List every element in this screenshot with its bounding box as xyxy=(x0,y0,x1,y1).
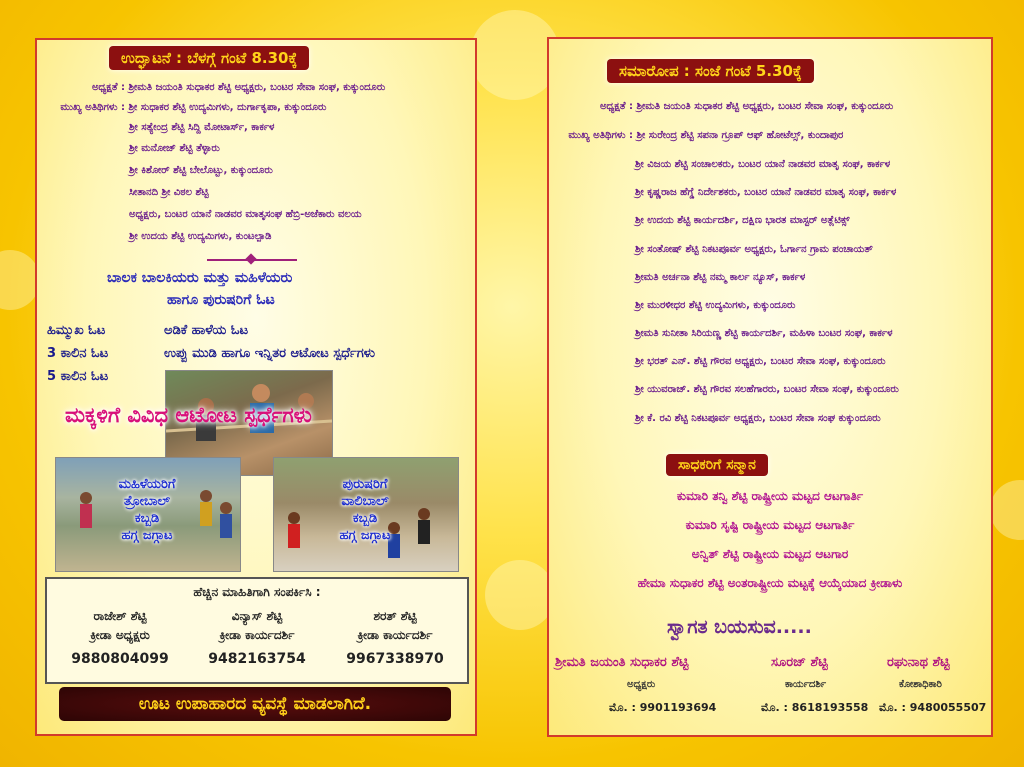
honoree-item: ಅನ್ವಿತ್ ಶೆಟ್ಟಿ ರಾಷ್ಟ್ರೀಯ ಮಟ್ಟದ ಆಟಗಾರ xyxy=(691,547,849,561)
contact-phone[interactable]: 9967338970 xyxy=(346,651,444,667)
men-events xyxy=(305,476,425,544)
contact-name: ವಿನ್ಯಾಸ್ ಶೆಟ್ಟಿ xyxy=(231,609,283,623)
men-event-item: ವಾಲಿಬಾಲ್ xyxy=(341,494,389,509)
guests-row xyxy=(37,102,326,113)
president-label: ಅಧ್ಯಕ್ಷತೆ : xyxy=(599,101,633,112)
contact-title: ಹೆಚ್ಚಿನ ಮಾಹಿತಿಗಾಗಿ ಸಂಪರ್ಕಿಸಿ : xyxy=(193,585,321,599)
women-events-title: ಮಹಿಳೆಯರಿಗೆ xyxy=(118,477,176,492)
honoree-item: ಕುಮಾರಿ ತನ್ವಿ ಶೆಟ್ಟಿ ರಾಷ್ಟ್ರೀಯ ಮಟ್ಟದ ಆಟಗಾರ್ತಿ xyxy=(676,489,864,503)
guest-item: ಶ್ರೀ ಸುರೇಂದ್ರ ಶೆಟ್ಟಿ ಸಪನಾ ಗ್ರೂಪ್ ಆಫ್ ಹೋಟೆಲ್ಸ್, ಕುಂದಾಪುರ xyxy=(636,130,844,141)
guests-label: ಮುಖ್ಯ ಅತಿಥಿಗಳು : xyxy=(60,102,125,113)
race-item: ಹಿಮ್ಮುಖ ಓಟ xyxy=(47,323,106,338)
host-phone[interactable]: ಮೊ. : 9480055507 xyxy=(879,701,987,714)
valedictory-panel xyxy=(547,37,993,737)
host-role: ಕೋಶಾಧಿಕಾರಿ xyxy=(899,679,942,690)
bokeh-decoration xyxy=(990,480,1024,540)
divider-diamond xyxy=(245,253,256,264)
men-events-title: ಪುರುಷರಿಗೆ xyxy=(342,477,388,492)
guest-item: ಶ್ರೀ ಉದಯ ಶೆಟ್ಟಿ ಉದ್ಯಮಿಗಳು, ಕುಂಟಲ್ಪಾಡಿ xyxy=(129,231,272,242)
contact-role: ಕ್ರೀಡಾ ಕಾರ್ಯದರ್ಶಿ xyxy=(357,628,433,642)
race-item: 3 ಕಾಲಿನ ಓಟ xyxy=(47,346,109,361)
host-phone[interactable]: ಮೊ. : 9901193694 xyxy=(609,701,717,714)
contact-role: ಕ್ರೀಡಾ ಕಾರ್ಯದರ್ಶಿ xyxy=(219,628,295,642)
president-text: ಶ್ರೀಮತಿ ಜಯಂತಿ ಸುಧಾಕರ ಶೆಟ್ಟಿ ಅಧ್ಯಕ್ಷರು, ಬಂಟರ ಸೇವಾ ಸಂಘ, ಕುಕ್ಕುಂದೂರು xyxy=(128,82,386,93)
race-item: ಉಪ್ಪು ಮುಡಿ ಹಾಗೂ ಇನ್ನಿತರ ಆಟೋಟ ಸ್ಪರ್ಧೆಗಳು xyxy=(164,346,375,361)
guest-item: ಸೀತಾನದಿ ಶ್ರೀ ವಿಠಲ ಶೆಟ್ಟಿ xyxy=(129,187,209,198)
guest-item: ಶ್ರೀ ಉದಯ ಶೆಟ್ಟಿ ಕಾರ್ಯದರ್ಶಿ, ದಕ್ಷಿಣ ಭಾರತ ಮಾಸ್ಟರ್ ಅತ್ಲೆಟಿಕ್ಸ್ xyxy=(635,215,850,226)
inauguration-header: ಉದ್ಘಾಟನೆ : ಬೆಳಗ್ಗೆ ಗಂಟೆ 8.30ಕ್ಕೆ xyxy=(109,46,309,70)
contact-phone[interactable]: 9482163754 xyxy=(208,651,306,667)
guest-item: ಶ್ರೀ ಕೆ. ರವಿ ಶೆಟ್ಟಿ ನಿಕಟಪೂರ್ವ ಅಧ್ಯಕ್ಷರು, ಬಂಟರ ಸೇವಾ ಸಂಘ ಕುಕ್ಕುಂದೂರು xyxy=(635,413,881,424)
women-events xyxy=(87,476,207,544)
contact-phone[interactable]: 9880804099 xyxy=(71,651,169,667)
honor-header: ಸಾಧಕರಿಗೆ ಸನ್ಮಾನ xyxy=(666,454,768,476)
contact-name: ಶರತ್ ಶೆಟ್ಟಿ xyxy=(373,609,417,623)
honoree-item: ಕುಮಾರಿ ಸೃಷ್ಟಿ ರಾಷ್ಟ್ರೀಯ ಮಟ್ಟದ ಆಟಗಾರ್ತಿ xyxy=(685,518,855,532)
guest-item: ಶ್ರೀ ಸಂತೋಷ್ ಶೆಟ್ಟಿ ನಿಕಟಪೂರ್ವ ಅಧ್ಯಕ್ಷರು, ಓರ್ಗಾನ ಗ್ರಾಮ ಪಂಚಾಯತ್ xyxy=(635,244,873,255)
host-name: ರಘುನಾಥ ಶೆಟ್ಟಿ xyxy=(887,655,950,670)
president-row xyxy=(549,101,893,112)
contact-role: ಕ್ರೀಡಾ ಅಧ್ಯಕ್ಷರು xyxy=(90,628,150,642)
host-name: ಸೂರಜ್ ಶೆಟ್ಟಿ xyxy=(771,655,828,670)
guest-item: ಶ್ರೀ ಭರತ್ ಎನ್. ಶೆಟ್ಟಿ ಗೌರವ ಅಧ್ಯಕ್ಷರು, ಬಂಟರ ಸೇವಾ ಸಂಘ, ಕುಕ್ಕುಂದೂರು xyxy=(635,356,886,367)
women-event-item: ತ್ರೋಬಾಲ್ xyxy=(123,494,171,509)
guests-row xyxy=(549,130,843,141)
men-event-item: ಹಗ್ಗ ಜಗ್ಗಾಟ xyxy=(339,528,391,543)
contact-box xyxy=(45,577,469,684)
guests-label: ಮುಖ್ಯ ಅತಿಥಿಗಳು : xyxy=(568,130,633,141)
women-event-item: ಹಗ್ಗ ಜಗ್ಗಾಟ xyxy=(121,528,173,543)
race-title-line-1: ಬಾಲಕ ಬಾಲಕಿಯರು ಮತ್ತು ಮಹಿಳೆಯರು xyxy=(107,270,293,286)
inauguration-panel xyxy=(35,38,477,736)
race-title-line-2: ಹಾಗೂ ಪುರುಷರಿಗೆ ಓಟ xyxy=(167,292,275,308)
bokeh-decoration xyxy=(485,560,555,630)
women-event-item: ಕಬ್ಬಡಿ xyxy=(134,511,160,526)
guest-item: ಶ್ರೀಮತಿ ಸುನೀತಾ ಸಿರಿಯಣ್ಣ ಶೆಟ್ಟಿ ಕಾರ್ಯದರ್ಶಿ, ಮಹಿಳಾ ಬಂಟರ ಸಂಘ, ಕಾರ್ಕಳ xyxy=(635,328,893,339)
host-name: ಶ್ರೀಮತಿ ಜಯಂತಿ ಸುಧಾಕರ ಶೆಟ್ಟಿ xyxy=(555,655,689,670)
welcome-text: ಸ್ವಾಗತ ಬಯಸುವ..... xyxy=(667,616,812,638)
guest-item: ಶ್ರೀ ಕಿಶೋರ್ ಶೆಟ್ಟಿ ಬೇಲೊಟ್ಟು, ಕುಕ್ಕುಂದೂರು xyxy=(129,165,273,176)
guest-item: ಅಧ್ಯಕ್ಷರು, ಬಂಟರ ಯಾನೆ ನಾಡವರ ಮಾತೃಸಂಘ ಹೆಬ್ರಿ-ಅಜೆಕಾರು ವಲಯ xyxy=(129,209,362,220)
president-row xyxy=(37,82,385,93)
host-role: ಕಾರ್ಯದರ್ಶಿ xyxy=(785,679,827,690)
men-event-item: ಕಬ್ಬಡಿ xyxy=(352,511,378,526)
guest-item: ಶ್ರೀ ಸುಧಾಕರ ಶೆಟ್ಟಿ ಉದ್ಯಮಿಗಳು, ದುರ್ಗಾಕೃಪಾ, ಕುಕ್ಕುಂದೂರು xyxy=(128,102,327,113)
contact-name: ರಾಜೇಶ್ ಶೆಟ್ಟಿ xyxy=(93,609,147,623)
bokeh-decoration xyxy=(0,250,40,310)
guest-item: ಶ್ರೀ ಮನೋಜ್ ಶೆಟ್ಟಿ ತೆಳ್ಳಾರು xyxy=(129,143,220,154)
host-role: ಅಧ್ಯಕ್ಷರು xyxy=(627,679,656,690)
guest-item: ಶ್ರೀ ಯುವರಾಜ್. ಶೆಟ್ಟಿ ಗೌರವ ಸಲಹೆಗಾರರು, ಬಂಟರ ಸೇವಾ ಸಂಘ, ಕುಕ್ಕುಂದೂರು xyxy=(635,384,899,395)
guest-item: ಶ್ರೀಮತಿ ಅರ್ಚನಾ ಶೆಟ್ಟಿ ನಮ್ಮ ಕಾರ್ಲ ನ್ಯೂಸ್, ಕಾರ್ಕಳ xyxy=(635,272,806,283)
valedictory-header: ಸಮಾರೋಪ : ಸಂಜೆ ಗಂಟೆ 5.30ಕ್ಕೆ xyxy=(607,59,814,83)
race-item: 5 ಕಾಲಿನ ಓಟ xyxy=(47,369,109,384)
president-text: ಶ್ರೀಮತಿ ಜಯಂತಿ ಸುಧಾಕರ ಶೆಟ್ಟಿ ಅಧ್ಯಕ್ಷರು, ಬಂಟರ ಸೇವಾ ಸಂಘ, ಕುಕ್ಕುಂದೂರು xyxy=(636,101,894,112)
race-item: ಅಡಿಕೆ ಹಾಳೆಯ ಓಟ xyxy=(164,323,249,338)
guest-item: ಶ್ರೀ ಕೃಷ್ಣರಾಜ ಹೆಗ್ಡೆ ನಿರ್ದೇಶಕರು, ಬಂಟರ ಯಾನೆ ನಾಡವರ ಮಾತೃ ಸಂಘ, ಕಾರ್ಕಳ xyxy=(635,187,897,198)
honoree-item: ಹೇಮಾ ಸುಧಾಕರ ಶೆಟ್ಟಿ ಅಂತರಾಷ್ಟ್ರೀಯ ಮಟ್ಟಕ್ಕೆ ಆಯ್ಕೆಯಾದ ಕ್ರೀಡಾಳು xyxy=(637,576,903,590)
president-label: ಅಧ್ಯಕ್ಷತೆ : xyxy=(91,82,125,93)
kids-events-title: ಮಕ್ಕಳಿಗೆ ವಿವಿಧ ಆಟೋಟ ಸ್ಪರ್ಧೆಗಳು xyxy=(65,403,312,427)
guest-item: ಶ್ರೀ ಮುರಳೀಧರ ಶೆಟ್ಟಿ ಉದ್ಯಮಿಗಳು, ಕುಕ್ಕುಂದೂರು xyxy=(635,300,796,311)
food-arrangement-banner: ಊಟ ಉಪಾಹಾರದ ವ್ಯವಸ್ಥೆ ಮಾಡಲಾಗಿದೆ. xyxy=(59,687,451,721)
guest-item: ಶ್ರೀ ವಿಜಯ ಶೆಟ್ಟಿ ಸಂಚಾಲಕರು, ಬಂಟರ ಯಾನೆ ನಾಡವರ ಮಾತೃ ಸಂಘ, ಕಾರ್ಕಳ xyxy=(635,159,891,170)
host-phone[interactable]: ಮೊ. : 8618193558 xyxy=(761,701,869,714)
guest-item: ಶ್ರೀ ಸತ್ಯೇಂದ್ರ ಶೆಟ್ಟಿ ಸಿದ್ದಿ ಮೋಟಾರ್ಸ್, ಕಾರ್ಕಳ xyxy=(129,122,275,133)
